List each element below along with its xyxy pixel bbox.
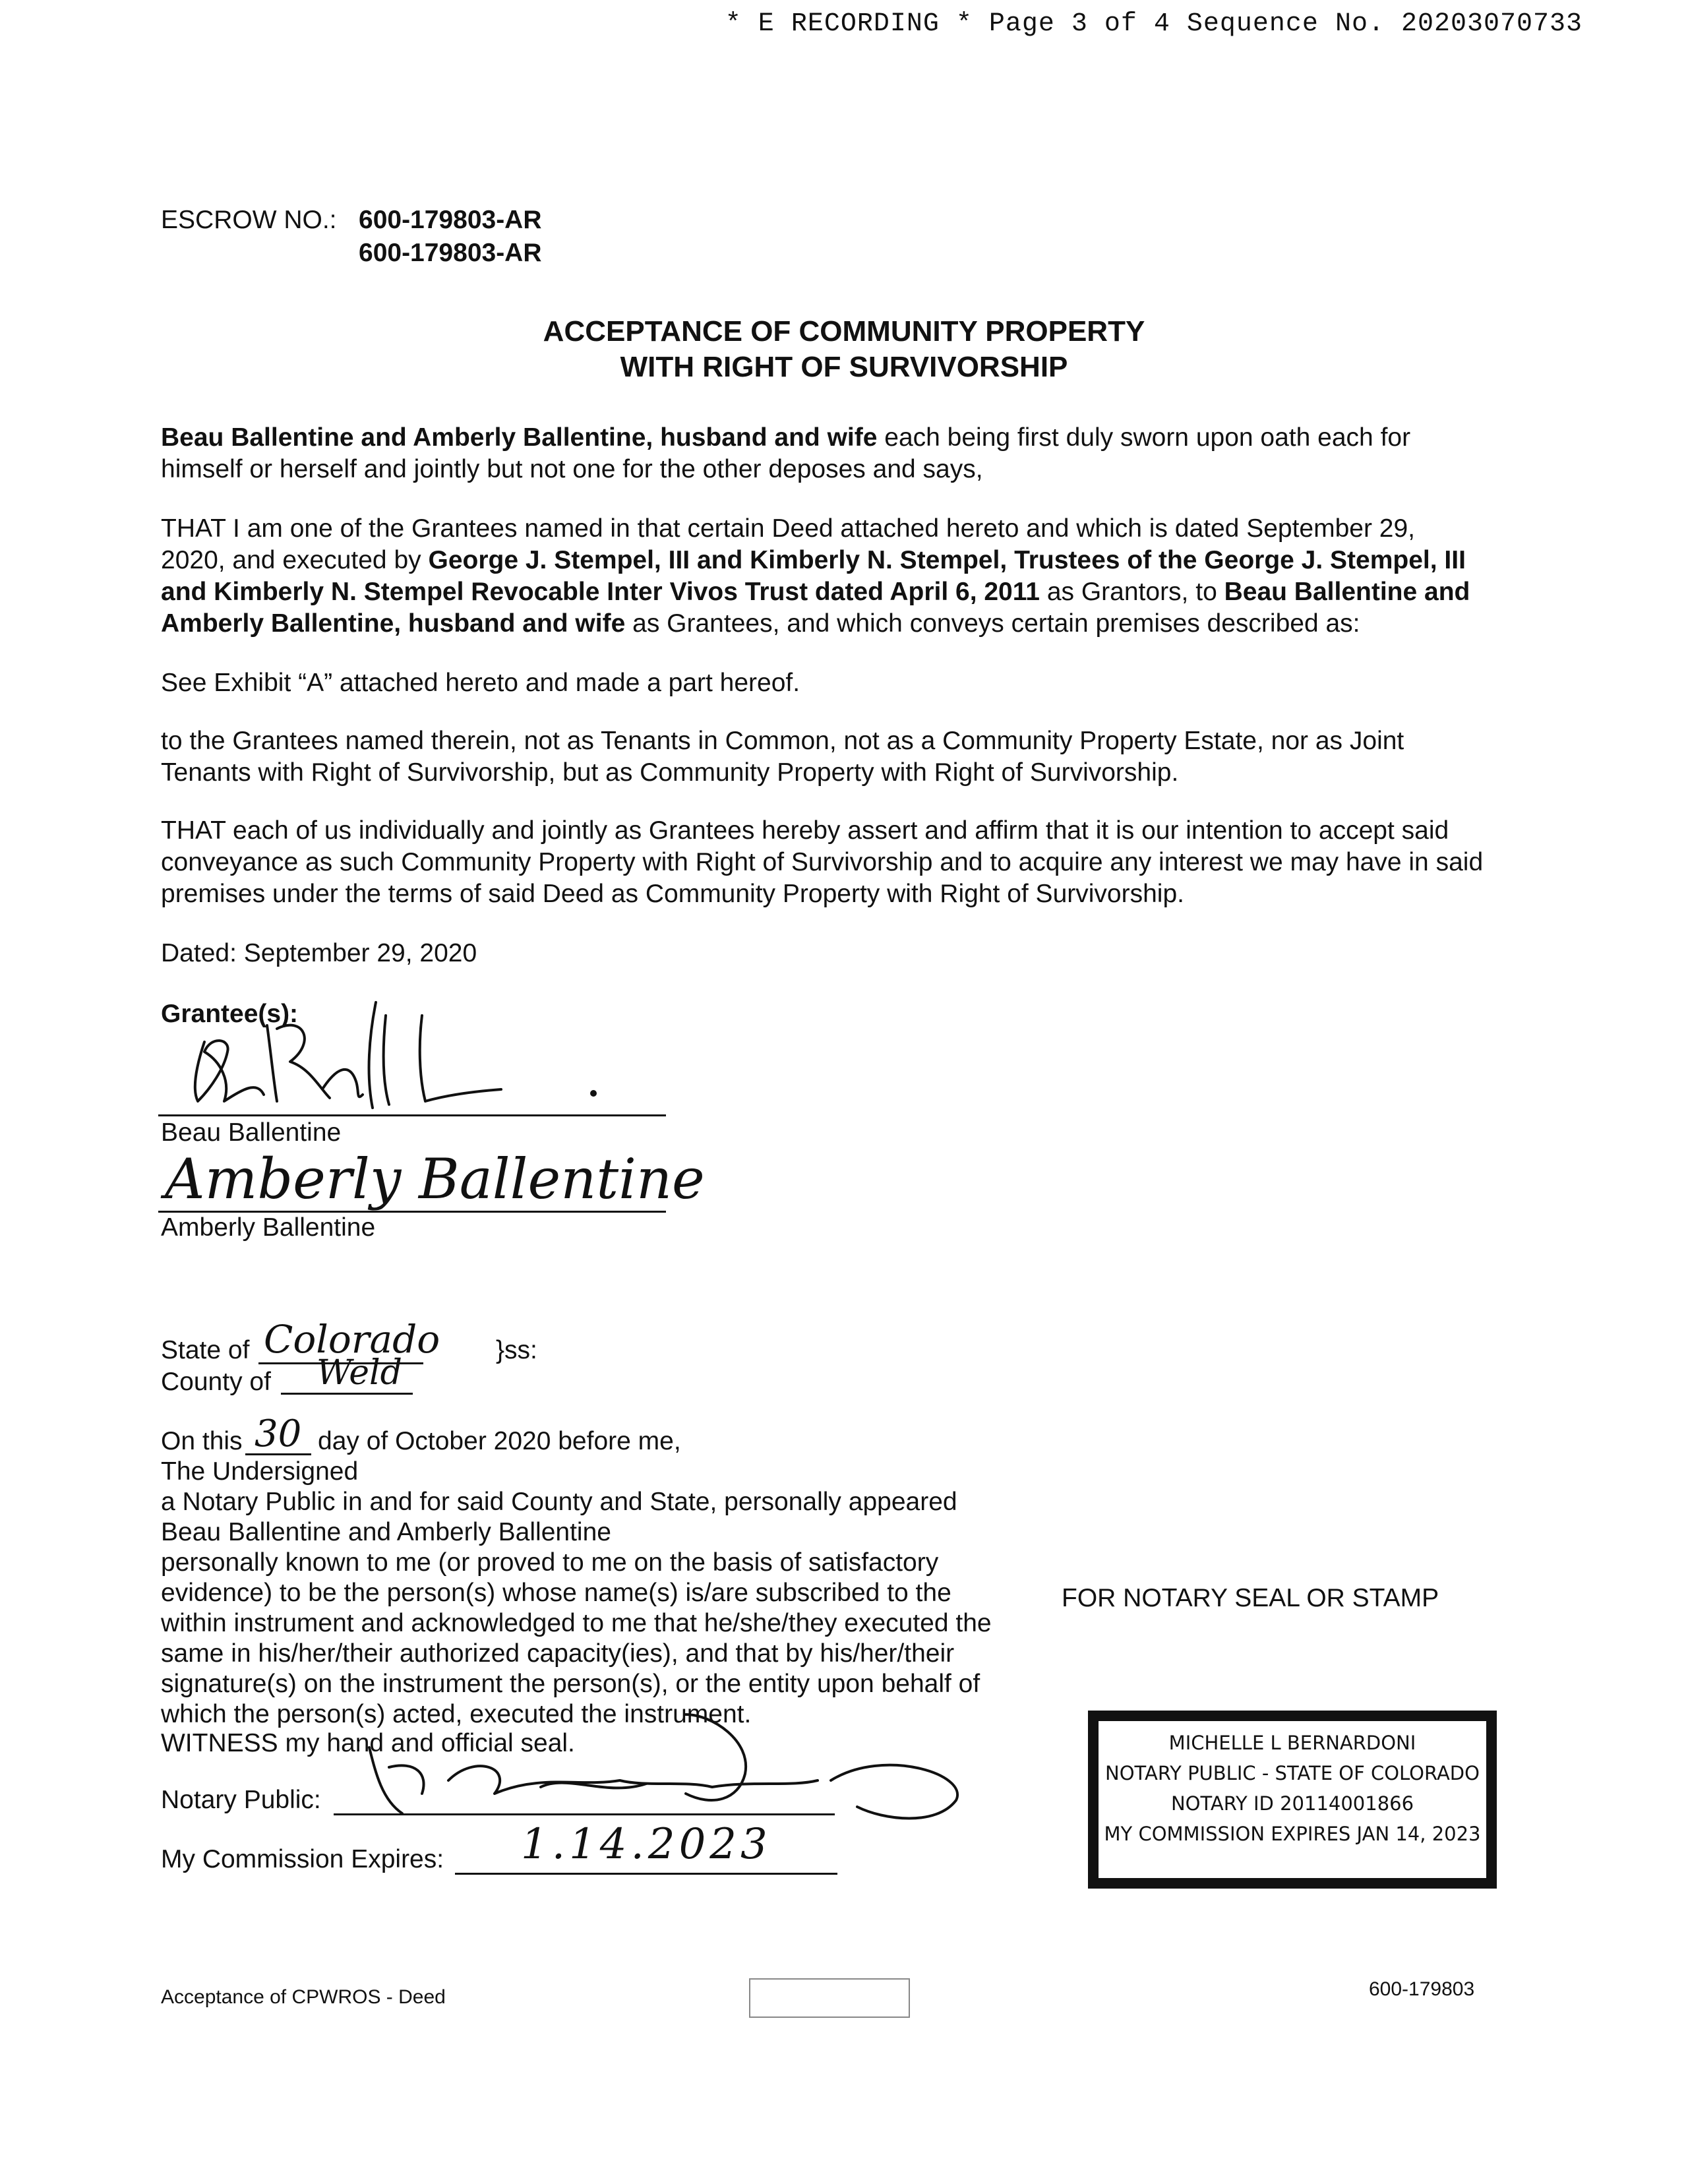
notary-line-9: signature(s) on the instrument the person(s), or the entity upon behalf of [161,1670,980,1698]
footer-document-name: Acceptance of CPWROS - Deed [161,1986,446,2008]
commission-expires-value: 1.14.2023 [521,1820,771,1869]
notary-line-7: within instrument and acknowledged to me that he/she/they executed the [161,1609,992,1637]
commission-expires-line [455,1873,837,1875]
notary-seal-label: FOR NOTARY SEAL OR STAMP [1062,1584,1439,1612]
seal-expiry: MY COMMISSION EXPIRES JAN 14, 2023 [1104,1823,1481,1845]
county-label: County of [161,1368,271,1396]
dated-line: Dated: September 29, 2020 [161,939,477,967]
recording-header: * E RECORDING * Page 3 of 4 Sequence No. 20203070733 [725,9,1582,39]
grantee-1-name: Beau Ballentine [161,1118,342,1147]
notary-seal-stamp [1088,1711,1497,1889]
exhibit-paragraph: See Exhibit “A” attached hereto and made a part hereof. [161,669,800,697]
deposition-text: each being first duly sworn upon oath each for himself or herself and jointly but not one for the other deposes and says, [161,423,1411,483]
footer-escrow-number: 600-179803 [1369,1978,1475,2000]
notary-signature [343,1688,976,1833]
state-value: Colorado [264,1317,440,1362]
deed-text-1: THAT I am one of the Grantees named in that certain Deed attached hereto and which is dated September 29, 2020, and executed by [161,514,1416,574]
escrow-number-repeat: 600-179803-AR [359,239,542,267]
notary-line-3: a Notary Public in and for said County and State, personally appeared [161,1488,957,1516]
affirmation-paragraph: THAT each of us individually and jointly as Grantees hereby assert and affirm that it is our intention to accept said conveyance as such Community Property with Right of Survivorship and to acquire any interest we may have in said premises under the terms of said Deed as Community Property with Right of Survivorship. [161,816,1484,908]
county-line [281,1393,413,1395]
notary-line-11: WITNESS my hand and official seal. [161,1729,575,1757]
deed-text-2: as Grantors, to [1039,578,1224,606]
deed-paragraph [161,513,1486,640]
notary-line-6: evidence) to be the person(s) whose name(s) is/are subscribed to the [161,1579,951,1607]
seal-title: NOTARY PUBLIC - STATE OF COLORADO [1105,1762,1480,1784]
notary-signature-line [334,1813,835,1815]
escrow-label: ESCROW NO.: [161,206,337,234]
notary-line-4: Beau Ballentine and Amberly Ballentine [161,1518,611,1546]
beau-ballentine-signature [158,989,686,1128]
amberly-ballentine-signature: Amberly Ballentine [165,1147,705,1211]
on-this-label: On this [161,1427,243,1455]
day-rest: day of October 2020 before me, [318,1427,681,1455]
footer-box [749,1978,910,2018]
tenancy-paragraph: to the Grantees named therein, not as Tenants in Common, not as a Community Property Estate, nor as Joint Tenants with Right of Survivorship, but as Community Property with Right of Survivorship. [161,727,1404,787]
notary-public-label: Notary Public: [161,1786,321,1814]
escrow-number: 600-179803-AR [359,206,542,234]
grantee-1-signature-line [158,1114,666,1116]
county-value: Weld [316,1353,402,1393]
grantees-label: Grantee(s): [161,1000,299,1028]
document-title-line2: WITH RIGHT OF SURVIVORSHIP [620,351,1068,383]
deed-text-3: as Grantees, and which conveys certain premises described as: [625,609,1360,638]
grantors-bold: George J. Stempel, III and Kimberly N. Stempel, Trustees of the George J. Stempel, III and Kimberly N. Stempel Revocable Inter Vivos Trust dated April 6, 2011 [161,546,1466,606]
grantee-2-name: Amberly Ballentine [161,1213,376,1242]
day-line [245,1453,311,1455]
commission-expires-label: My Commission Expires: [161,1845,444,1873]
notary-line-2: The Undersigned [161,1457,359,1486]
notary-line-8: same in his/her/their authorized capacity(ies), and that by his/her/their [161,1639,955,1668]
notary-line-5: personally known to me (or proved to me on the basis of satisfactory [161,1548,939,1577]
ss-marker: }ss: [496,1336,537,1364]
document-title-line1: ACCEPTANCE OF COMMUNITY PROPERTY [543,315,1145,348]
notary-line-10: which the person(s) acted, executed the instrument. [161,1700,752,1728]
seal-name: MICHELLE L BERNARDONI [1168,1732,1416,1754]
grantees-bold-2: Beau Ballentine and Amberly Ballentine, husband and wife [161,578,1470,638]
grantees-bold: Beau Ballentine and Amberly Ballentine, husband and wife [161,423,878,452]
deposition-paragraph [161,422,1486,485]
seal-id: NOTARY ID 20114001866 [1170,1792,1414,1815]
day-value: 30 [255,1412,302,1455]
state-label: State of [161,1336,250,1364]
